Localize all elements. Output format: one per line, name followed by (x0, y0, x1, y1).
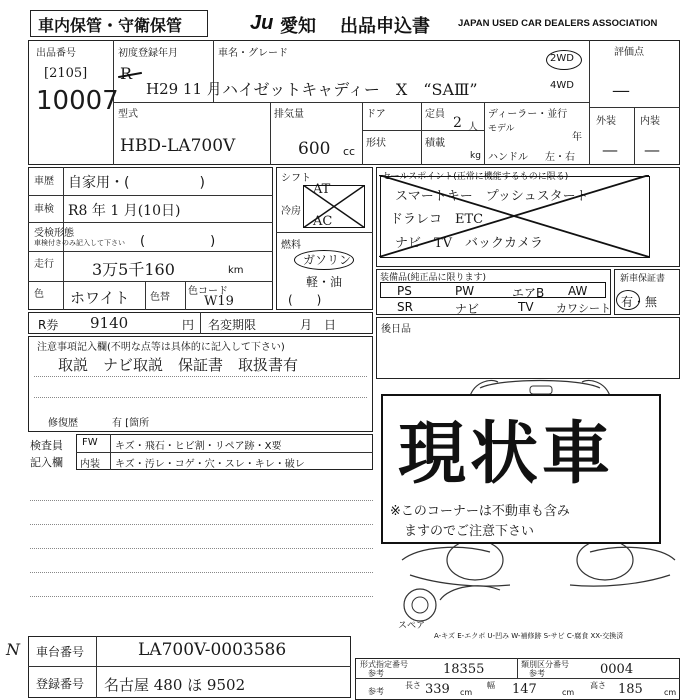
equip-sr: SR (397, 300, 413, 314)
equip-aw: AW (568, 284, 588, 298)
year-label: 年 (572, 132, 582, 143)
category-num-sub: 参考 (529, 669, 545, 678)
margin-mark: N (6, 640, 20, 659)
dims-length-value: 339 (425, 682, 450, 697)
recycle-label: R券 (38, 318, 59, 332)
displacement-value: 600 (298, 139, 331, 159)
fuel-light-oil: 軽・油 (306, 275, 343, 289)
sales-points-line1: スマートキー プッシュスタート (395, 189, 589, 204)
fuel-label: 燃料 (281, 240, 301, 251)
name-change-label: 名変期限 (208, 318, 257, 332)
load-unit: kg (470, 151, 481, 161)
capacity-value: 2 (453, 115, 462, 131)
chassis-value: LA700V-0003586 (138, 640, 287, 660)
cooler-label: 冷房 (281, 206, 301, 217)
inspector-interior-label: 内装 (80, 459, 100, 470)
spare-label: スペア (398, 621, 426, 631)
as-is-note-2: ますのでご注意下さい (404, 524, 535, 539)
capacity-unit: 人 (468, 122, 478, 133)
handle-label: ハンドル (488, 152, 528, 163)
recycle-unit: 円 (182, 318, 195, 332)
color-label: 色 (34, 289, 44, 300)
after-sale-label: 後日品 (381, 324, 411, 335)
warranty-label: 新車保証書 (620, 274, 666, 284)
receipt-value: ( ) (140, 234, 216, 249)
dims-sub: 参考 (368, 687, 384, 696)
repair-label: 修復歴 (48, 418, 78, 429)
name-change-value: 月 日 (300, 318, 337, 332)
dims-height-value: 185 (618, 682, 643, 697)
plate-label: 登録番号 (36, 677, 85, 691)
color-change-label: 色替 (150, 292, 170, 303)
sales-points-line2: ドラレコ ETC (390, 212, 484, 227)
equip-navi: ナビ (455, 302, 480, 316)
fuel-other: ( ) (288, 293, 322, 307)
vehicle-use-label: 車歴 (34, 176, 54, 187)
sales-points-cross (380, 176, 650, 258)
interior-label: 内装 (640, 116, 660, 127)
dims-length-label: 長さ (405, 681, 421, 690)
interior-score: — (644, 140, 660, 159)
inspector-label-1: 検査員 (30, 439, 63, 452)
inspector-fw-items: キズ・飛石・ヒビ割・リペア跡・X要 (115, 441, 282, 452)
color-value: ホワイト (70, 289, 130, 307)
equip-airbag: エアB (512, 286, 545, 300)
model-code-value: HBD-LA700V (120, 136, 236, 156)
damage-legend: A-キズ E-エクボ U-凹み W-補修跡 S-サビ C-腐食 XX-交換済 (434, 632, 624, 640)
inspection-label: 車検 (34, 204, 54, 215)
storage-label: 車内保管・守衛保管 (38, 16, 183, 35)
dims-width-value: 147 (512, 682, 537, 697)
mileage-label: 走行 (34, 259, 54, 270)
association-name: JAPAN USED CAR DEALERS ASSOCIATION (458, 18, 658, 29)
inspector-interior-items: キズ・汚レ・コゲ・穴・スレ・キレ・破レ (115, 459, 305, 470)
dims-length-unit: cm (460, 688, 473, 697)
notes-value: 取説 ナビ取説 保証書 取扱書有 (58, 356, 299, 374)
warranty-value: 有・無 (621, 295, 658, 309)
load-label: 積載 (425, 138, 445, 149)
dims-height-unit: cm (664, 688, 677, 697)
as-is-title: 現状車 (398, 415, 615, 494)
evaluation-label: 評価点 (614, 47, 644, 58)
receipt-label: 受検形態 (34, 228, 74, 239)
plate-value: 名古屋 480 ほ 9502 (104, 676, 246, 694)
category-num-label: 類別区分番号 (521, 660, 569, 669)
fuel-gasoline: ガソリン (303, 253, 352, 267)
door-label: ドア (366, 109, 386, 120)
shift-at: AT (313, 182, 331, 197)
mileage-unit: km (228, 265, 244, 276)
color-code-label: 色コード (188, 286, 228, 297)
ju-logo: Ju (250, 12, 274, 34)
exterior-label: 外装 (596, 116, 616, 127)
color-code-value: W19 (204, 294, 234, 309)
inspection-value: R8 年 1 月(10日) (68, 203, 181, 219)
form-title: 出品申込書 (340, 16, 430, 37)
dealer-label: ディーラー・並行 (488, 109, 568, 120)
model-year-label: モデル (488, 124, 515, 134)
handle-value: 左・右 (545, 152, 575, 163)
equip-tv: TV (518, 300, 534, 314)
registration-label: 初度登録年月 (118, 48, 178, 59)
equip-ps: PS (397, 284, 412, 298)
model-num-label: 形式指定番号 (360, 660, 408, 669)
capacity-label: 定員 (425, 109, 445, 120)
drive-4wd: 4WD (550, 80, 574, 91)
shift-cross-box (303, 185, 365, 228)
chassis-label: 車台番号 (36, 645, 85, 659)
dims-width-label: 幅 (487, 681, 495, 690)
lot-code: [2105] (44, 66, 88, 81)
recycle-value: 9140 (90, 314, 129, 332)
receipt-note: 車検付きのみ記入して下さい (34, 239, 125, 247)
model-num-value: 18355 (443, 662, 485, 677)
model-name-label: 車名・グレード (218, 48, 288, 59)
inspector-label-2: 記入欄 (30, 456, 63, 469)
equip-pw: PW (455, 284, 475, 298)
notes-label: 注意事項記入欄(不明な点等は具体的に記入して下さい) (37, 342, 285, 353)
model-name-value: ハイゼットキャディー X “SAⅢ” (222, 80, 478, 99)
evaluation-score: — (612, 80, 630, 101)
as-is-note-1: ※このコーナーは不動車も含み (390, 504, 570, 519)
dims-width-unit: cm (562, 688, 575, 697)
displacement-label: 排気量 (274, 109, 304, 120)
mileage-value: 3万5千160 (92, 260, 175, 279)
displacement-unit: cc (343, 145, 356, 158)
drive-2wd: 2WD (550, 53, 574, 64)
lot-label: 出品番号 (36, 48, 76, 59)
sales-points-label: セールスポイント(正常に機能するものに限る) (382, 172, 569, 182)
model-code-label: 型式 (118, 109, 138, 120)
category-num-value: 0004 (600, 662, 634, 677)
lot-number: 10007 (36, 86, 119, 116)
model-num-sub: 参考 (368, 669, 384, 678)
vehicle-use-value: 自家用・( ) (68, 175, 205, 191)
brand-name: 愛知 (280, 16, 316, 37)
sales-points-line3: ナビ TV バックカメラ (395, 236, 544, 251)
dims-height-label: 高さ (590, 681, 606, 690)
repair-value: 有 [箇所 (112, 418, 150, 429)
shape-label: 形状 (366, 138, 386, 149)
equipment-label: 装備品(純正品に限ります) (380, 273, 487, 283)
equip-seat: カワシート (556, 302, 611, 315)
shift-ac: AC (313, 214, 333, 229)
registration-value: H29 11 月 (146, 80, 222, 98)
inspector-fw-label: FW (82, 437, 98, 448)
registration-crossed: R (120, 64, 133, 83)
exterior-score: — (602, 140, 618, 159)
shift-label: シフト (281, 173, 311, 184)
